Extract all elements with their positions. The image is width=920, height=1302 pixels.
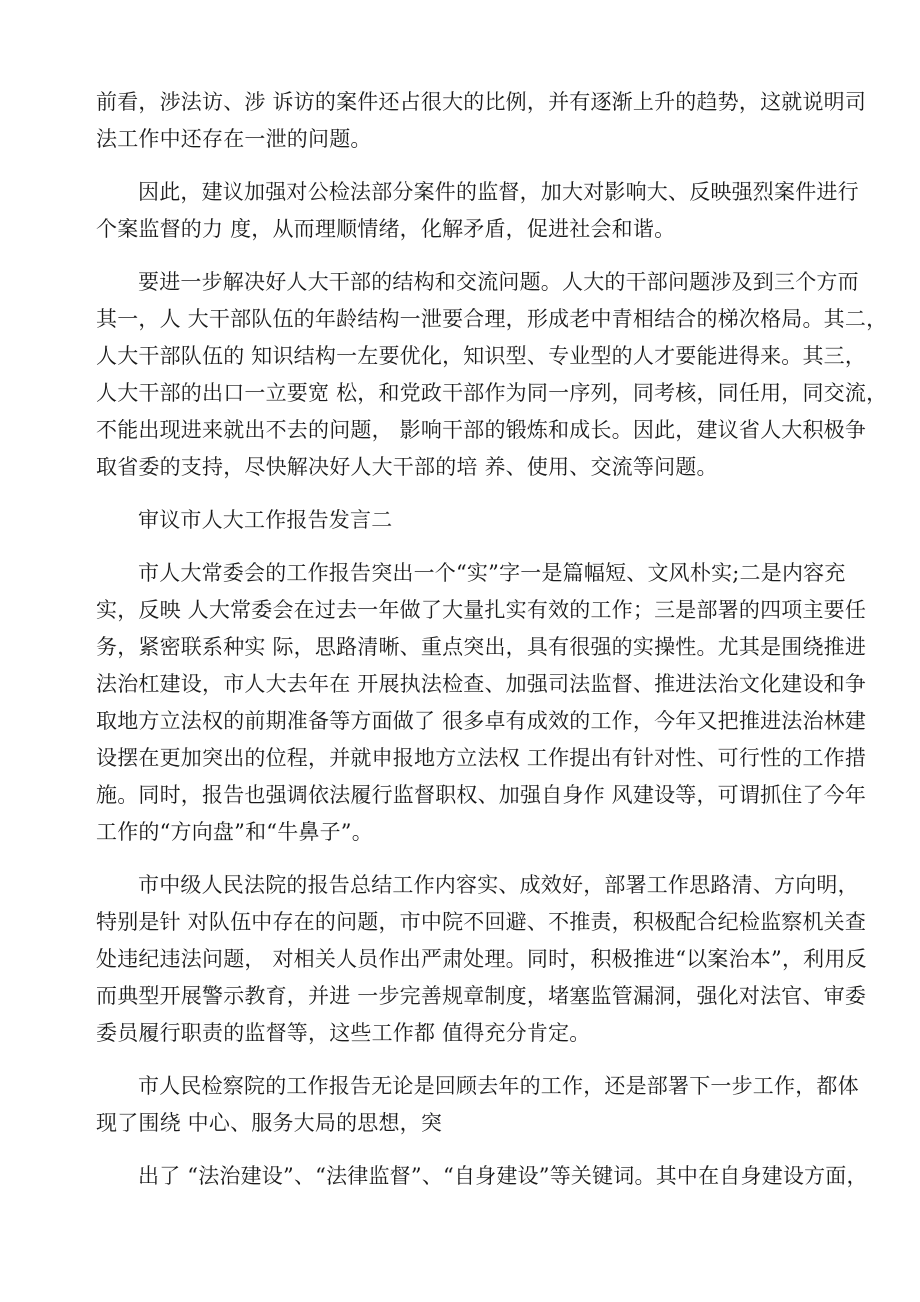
text-line: 其一，人 大干部队伍的年龄结构一泄要合理，形成老中青相结合的梯次格局。其二， xyxy=(96,307,888,331)
text-line: 法工作中还存在一泄的问题。 xyxy=(96,127,372,151)
text-line: 工作的“方向盘”和“牛鼻子”。 xyxy=(96,820,373,844)
text-line: 取省委的支持，尽快解决好人大干部的培 养、使用、交流等问题。 xyxy=(96,455,718,479)
paragraph-gap xyxy=(96,851,854,867)
text-line: 出了 “法治建设”、“法律监督”、“自身建设”等关键词。其中在自身建设方面， xyxy=(138,1164,868,1188)
paragraph-gap xyxy=(96,1052,854,1068)
text-line: 前看，涉法访、涉 诉访的案件还占很大的比例，并有逐渐上升的趋势，这就说明司 xyxy=(96,90,867,114)
text-line: 市人民检察院的工作报告无论是回顾去年的工作，还是部署下一步工作，都体 xyxy=(138,1074,859,1098)
paragraph-p8 xyxy=(96,1158,868,1195)
text-line: 市人大常委会的工作报告突出一个“实”字一是篇幅短、文风朴实;二是内容充 xyxy=(138,561,846,585)
text-line: 而典型开展警示教育，并进 一步完善规章制度，堵塞监管漏洞，强化对法官、审委 xyxy=(96,984,867,1008)
text-line: 因此，建议加强对公检法部分案件的监督，加大对影响大、反映强烈案件进行 xyxy=(138,180,859,204)
text-line: 处违纪违法问题， 对相关人员作出严肃处理。同时，积极推进“以案治本”，利用反 xyxy=(96,947,867,971)
text-line: 现了围绕 中心、服务大局的思想，突 xyxy=(96,1111,443,1135)
text-line: 委员履行职责的监督等，这些工作都 值得充分肯定。 xyxy=(96,1021,591,1045)
paragraph-gap xyxy=(96,158,854,174)
text-line: 务，紧密联系种实 际，思路清晰、重点突出，具有很强的实操性。尤其是围绕推进 xyxy=(96,635,867,659)
text-line: 设摆在更加突出的位程，并就申报地方立法权 工作提出有针对性、可行性的工作措 xyxy=(96,746,867,770)
paragraph-p2 xyxy=(96,174,859,248)
paragraph-p5 xyxy=(96,555,867,851)
text-line: 市中级人民法院的报告总结工作内容实、成效好，部署工作思路清、方向明， xyxy=(138,873,859,897)
paragraph-p4 xyxy=(96,502,854,539)
text-line: 不能出现进来就出不去的问题， 影响干部的锻炼和成长。因此，建议省人大积极争 xyxy=(96,418,867,442)
text-line: 审议市人大工作报告发言二 xyxy=(138,508,393,532)
paragraph-p6 xyxy=(96,867,867,1052)
text-line: 人大干部队伍的 知识结构一左要优化，知识型、专业型的人才要能进得来。其三， xyxy=(96,344,867,368)
text-line: 要进一步解决好人大干部的结构和交流问题。人大的干部问题涉及到三个方而 xyxy=(138,270,859,294)
text-line: 法治杠建设，市人大去年在 开展执法检查、加强司法监督、推进法治文化建设和争 xyxy=(96,672,867,696)
paragraph-gap xyxy=(96,1142,854,1158)
text-line: 特别是针 对队伍中存在的问题，市中院不回避、不推责，积极配合纪检监察机关查 xyxy=(96,910,867,934)
paragraph-gap xyxy=(96,539,854,555)
paragraph-gap xyxy=(96,486,854,502)
text-line: 个案监督的力 度，从而理顺情绪，化解矛盾，促进社会和谐。 xyxy=(96,217,676,241)
text-line: 实，反映 人大常委会在过去一年做了大量扎实有效的工作；三是部署的四项主要任 xyxy=(96,598,867,622)
text-line: 施。同时，报告也强调依法履行监督职权、加强自身作 风建设等，可谓抓住了今年 xyxy=(96,783,867,807)
text-line: 取地方立法权的前期准备等方面做了 很多卓有成效的工作，今年又把推进法治林建 xyxy=(96,709,867,733)
paragraph-gap xyxy=(96,248,854,264)
text-line: 人大干部的出口一立要宽 松，和党政干部作为同一序列，同考核，同任用，同交流， xyxy=(96,381,888,405)
paragraph-p3 xyxy=(96,264,888,486)
paragraph-p1 xyxy=(96,84,867,158)
paragraph-p7 xyxy=(96,1068,859,1142)
